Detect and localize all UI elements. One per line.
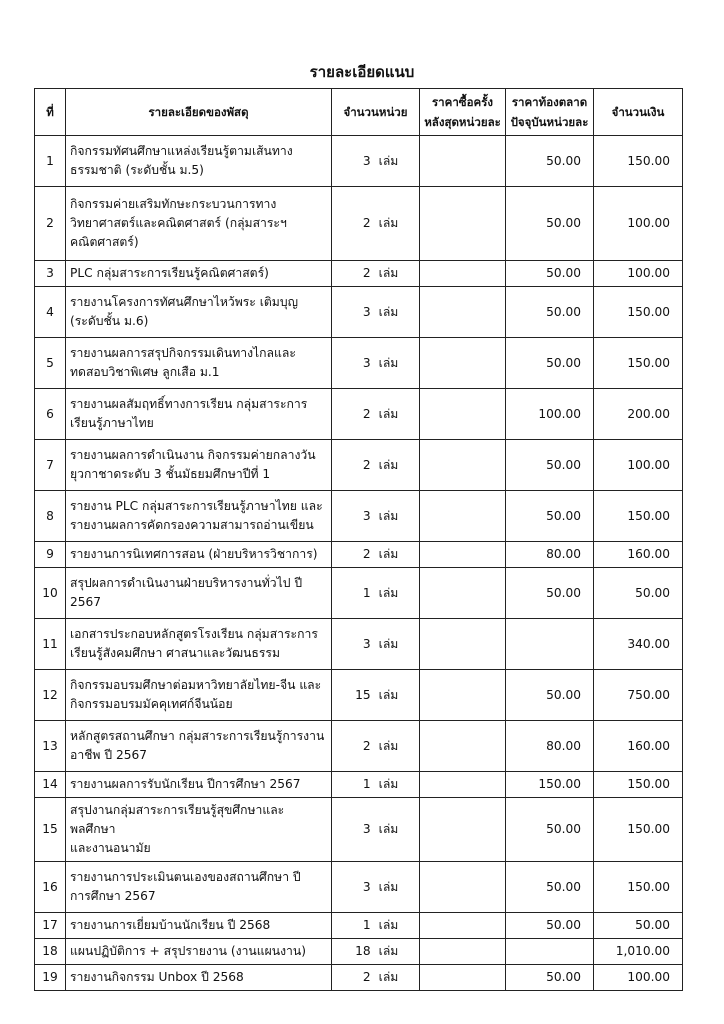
row-last-price (420, 287, 506, 338)
description-line: การศึกษา 2567 (70, 889, 156, 903)
row-quantity (332, 287, 420, 338)
description-line: รายงานผลสัมฤทธิ์ทางการเรียน กลุ่มสาระการ (70, 397, 308, 411)
description-line: คณิตศาสตร์) (70, 235, 139, 249)
row-description (66, 965, 332, 991)
quantity-value: 2 (362, 738, 371, 753)
row-market-price: 150.00 (506, 772, 594, 798)
description-line: กิจกรรมทัศนศึกษาแหล่งเรียนรู้ตามเส้นทาง (70, 144, 293, 158)
quantity-unit: เล่ม (378, 406, 399, 421)
row-description (66, 670, 332, 721)
row-market-price: 50.00 (506, 862, 594, 913)
description-line: รายงานการประเมินตนเองของสถานศึกษา ปี (70, 870, 301, 884)
row-market-price: 50.00 (506, 965, 594, 991)
row-last-price (420, 721, 506, 772)
row-number: 2 (35, 187, 66, 261)
row-amount: 100.00 (594, 965, 683, 991)
row-description (66, 136, 332, 187)
description-line: รายงาน PLC กลุ่มสาระการเรียนรู้ภาษาไทย และ (70, 499, 323, 513)
row-last-price (420, 338, 506, 389)
row-last-price (420, 261, 506, 287)
quantity-unit: เล่ม (378, 304, 399, 319)
row-amount: 200.00 (594, 389, 683, 440)
row-market-price: 50.00 (506, 913, 594, 939)
row-quantity (332, 670, 420, 721)
row-amount: 50.00 (594, 568, 683, 619)
header-market-price-line1: ราคาท้องตลาด (511, 95, 588, 109)
row-quantity (332, 862, 420, 913)
row-description (66, 619, 332, 670)
row-quantity (332, 798, 420, 862)
quantity-unit: เล่ม (378, 216, 399, 230)
header-last-price-line2: หลังสุดหน่วยละ (424, 115, 501, 129)
row-number: 9 (35, 542, 66, 568)
details-table (34, 88, 683, 991)
row-number: 12 (35, 670, 66, 721)
row-number: 3 (35, 261, 66, 287)
row-description (66, 862, 332, 913)
row-quantity (332, 491, 420, 542)
row-amount: 160.00 (594, 542, 683, 568)
description-line: รายงานกิจกรรม Unbox ปี 2568 (70, 970, 244, 984)
row-market-price: 50.00 (506, 440, 594, 491)
description-line: ธรรมชาติ (ระดับชั้น ม.5) (70, 163, 204, 177)
row-quantity (332, 772, 420, 798)
row-market-price: 80.00 (506, 721, 594, 772)
description-line: ทดสอบวิชาพิเศษ ลูกเสือ ม.1 (70, 365, 220, 379)
row-market-price: 80.00 (506, 542, 594, 568)
table-row (35, 491, 683, 542)
row-last-price (420, 389, 506, 440)
row-number: 16 (35, 862, 66, 913)
quantity-value: 1 (362, 777, 371, 791)
row-number: 11 (35, 619, 66, 670)
quantity-value: 3 (362, 879, 371, 894)
row-amount: 1,010.00 (594, 939, 683, 965)
row-quantity (332, 619, 420, 670)
row-amount: 100.00 (594, 440, 683, 491)
table-row (35, 862, 683, 913)
header-market-price-line2: ปัจจุบันหน่วยละ (510, 115, 589, 129)
table-row (35, 670, 683, 721)
quantity-unit: เล่ม (378, 355, 399, 370)
row-amount: 150.00 (594, 491, 683, 542)
table-row (35, 261, 683, 287)
quantity-unit: เล่ม (378, 266, 399, 280)
quantity-value: 3 (362, 153, 371, 168)
row-description (66, 568, 332, 619)
header-market-price (506, 89, 594, 136)
description-line: รายงานผลการคัดกรองความสามารถอ่านเขียน (70, 518, 314, 532)
header-quantity: จำนวนหน่วย (332, 89, 420, 136)
row-market-price: 50.00 (506, 568, 594, 619)
description-line: สรุปงานกลุ่มสาระการเรียนรู้สุขศึกษาและพลศึกษา (70, 803, 285, 836)
row-number: 19 (35, 965, 66, 991)
table-row (35, 338, 683, 389)
row-description (66, 772, 332, 798)
row-quantity (332, 965, 420, 991)
row-last-price (420, 798, 506, 862)
row-last-price (420, 913, 506, 939)
description-line: แผนปฏิบัติการ + สรุปรายงาน (งานแผนงาน) (70, 944, 306, 958)
row-market-price: 100.00 (506, 389, 594, 440)
row-last-price (420, 440, 506, 491)
quantity-unit: เล่ม (378, 970, 399, 984)
quantity-unit: เล่ม (378, 457, 399, 472)
page-title: รายละเอียดแนบ (309, 63, 415, 81)
row-quantity (332, 913, 420, 939)
row-number: 1 (35, 136, 66, 187)
description-line: รายงานการเยี่ยมบ้านนักเรียน ปี 2568 (70, 918, 271, 932)
row-market-price: 50.00 (506, 338, 594, 389)
quantity-unit: เล่ม (378, 944, 399, 958)
quantity-value: 2 (362, 266, 371, 280)
quantity-value: 1 (362, 585, 371, 600)
description-line: วิทยาศาสตร์และคณิตศาสตร์ (กลุ่มสาระฯ (70, 216, 287, 230)
row-market-price: 50.00 (506, 670, 594, 721)
table-row (35, 568, 683, 619)
table-row (35, 913, 683, 939)
description-line: เอกสารประกอบหลักสูตรโรงเรียน กลุ่มสาระการ (70, 627, 318, 641)
row-number: 8 (35, 491, 66, 542)
quantity-value: 3 (362, 636, 371, 651)
quantity-unit: เล่ม (378, 879, 399, 894)
row-quantity (332, 261, 420, 287)
quantity-unit: เล่ม (378, 777, 399, 791)
row-description (66, 389, 332, 440)
row-quantity (332, 568, 420, 619)
row-last-price (420, 568, 506, 619)
table-row (35, 619, 683, 670)
row-market-price: 50.00 (506, 136, 594, 187)
quantity-value: 18 (355, 944, 371, 958)
row-amount: 100.00 (594, 261, 683, 287)
row-market-price: 50.00 (506, 187, 594, 261)
header-no: ที่ (35, 89, 66, 136)
quantity-value: 2 (362, 406, 371, 421)
table-row (35, 287, 683, 338)
description-line: หลักสูตรสถานศึกษา กลุ่มสาระการเรียนรู้การงาน (70, 729, 325, 743)
quantity-value: 2 (362, 216, 371, 230)
description-line: PLC กลุ่มสาระการเรียนรู้คณิตศาสตร์) (70, 266, 269, 280)
description-line: ยุวกาชาดระดับ 3 ชั้นมัธยมศึกษาปีที่ 1 (70, 467, 271, 481)
row-amount: 150.00 (594, 287, 683, 338)
row-amount: 150.00 (594, 862, 683, 913)
row-number: 4 (35, 287, 66, 338)
quantity-value: 3 (362, 355, 371, 370)
row-number: 13 (35, 721, 66, 772)
row-market-price: 50.00 (506, 491, 594, 542)
row-amount: 750.00 (594, 670, 683, 721)
quantity-unit: เล่ม (378, 547, 399, 561)
row-description (66, 798, 332, 862)
quantity-value: 3 (362, 508, 371, 523)
row-quantity (332, 721, 420, 772)
row-amount: 150.00 (594, 338, 683, 389)
quantity-value: 15 (355, 687, 371, 702)
quantity-unit: เล่ม (378, 585, 399, 600)
description-line: รายงานผลการรับนักเรียน ปีการศึกษา 2567 (70, 777, 301, 791)
row-description (66, 491, 332, 542)
header-description: รายละเอียดของพัสดุ (66, 89, 332, 136)
row-quantity (332, 939, 420, 965)
row-quantity (332, 542, 420, 568)
row-last-price (420, 542, 506, 568)
description-line: เรียนรู้สังคมศึกษา ศาสนาและวัฒนธรรม (70, 646, 280, 660)
quantity-value: 1 (362, 918, 371, 932)
row-description (66, 440, 332, 491)
row-market-price: 50.00 (506, 261, 594, 287)
row-amount: 150.00 (594, 798, 683, 862)
row-number: 14 (35, 772, 66, 798)
row-description (66, 261, 332, 287)
row-market-price (506, 619, 594, 670)
row-description (66, 287, 332, 338)
description-line: (ระดับชั้น ม.6) (70, 314, 149, 328)
row-market-price: 50.00 (506, 798, 594, 862)
row-last-price (420, 491, 506, 542)
quantity-unit: เล่ม (378, 636, 399, 651)
quantity-value: 2 (362, 970, 371, 984)
row-amount: 100.00 (594, 187, 683, 261)
row-number: 17 (35, 913, 66, 939)
row-last-price (420, 136, 506, 187)
description-line: รายงานผลการดำเนินงาน กิจกรรมค่ายกลางวัน (70, 448, 316, 462)
row-quantity (332, 440, 420, 491)
quantity-unit: เล่ม (378, 822, 399, 836)
row-amount: 340.00 (594, 619, 683, 670)
row-description (66, 939, 332, 965)
table-row (35, 440, 683, 491)
row-last-price (420, 619, 506, 670)
description-line: และงานอนามัย (70, 841, 151, 855)
row-quantity (332, 136, 420, 187)
quantity-unit: เล่ม (378, 918, 399, 932)
row-description (66, 913, 332, 939)
row-number: 6 (35, 389, 66, 440)
quantity-value: 3 (362, 304, 371, 319)
description-line: กิจกรรมค่ายเสริมทักษะกระบวนการทาง (70, 197, 277, 211)
row-quantity (332, 389, 420, 440)
row-number: 5 (35, 338, 66, 389)
row-amount: 160.00 (594, 721, 683, 772)
row-last-price (420, 670, 506, 721)
table-row (35, 542, 683, 568)
header-last-price-line1: ราคาซื้อครั้ง (432, 95, 493, 109)
row-number: 10 (35, 568, 66, 619)
row-number: 7 (35, 440, 66, 491)
table-row (35, 136, 683, 187)
row-description (66, 338, 332, 389)
row-amount: 50.00 (594, 913, 683, 939)
table-row (35, 772, 683, 798)
row-last-price (420, 862, 506, 913)
description-line: สรุปผลการดำเนินงานฝ่ายบริหารงานทั่วไป ปี (70, 576, 303, 590)
table-row (35, 721, 683, 772)
row-quantity (332, 187, 420, 261)
description-line: กิจกรรมอบรมศึกษาต่อมหาวิทยาลัยไทย-จีน และ (70, 678, 322, 692)
row-number: 15 (35, 798, 66, 862)
row-description (66, 542, 332, 568)
row-last-price (420, 939, 506, 965)
row-market-price: 50.00 (506, 287, 594, 338)
row-last-price (420, 187, 506, 261)
description-line: อาชีพ ปี 2567 (70, 748, 147, 762)
quantity-unit: เล่ม (378, 738, 399, 753)
table-row (35, 187, 683, 261)
row-amount: 150.00 (594, 136, 683, 187)
description-line: 2567 (70, 595, 102, 609)
row-last-price (420, 772, 506, 798)
quantity-value: 2 (362, 457, 371, 472)
header-row (35, 89, 683, 136)
table-row (35, 389, 683, 440)
row-number: 18 (35, 939, 66, 965)
row-description (66, 187, 332, 261)
row-last-price (420, 965, 506, 991)
header-amount: จำนวนเงิน (594, 89, 683, 136)
table-row (35, 939, 683, 965)
description-line: เรียนรู้ภาษาไทย (70, 416, 154, 430)
quantity-unit: เล่ม (378, 687, 399, 702)
description-line: รายงานผลการสรุปกิจกรรมเดินทางไกลและ (70, 346, 296, 360)
description-line: รายงานโครงการทัศนศึกษาไหว้พระ เติมบุญ (70, 295, 298, 309)
description-line: รายงานการนิเทศการสอน (ฝ่ายบริหารวิชาการ) (70, 547, 318, 561)
quantity-unit: เล่ม (378, 508, 399, 523)
quantity-unit: เล่ม (378, 153, 399, 168)
row-amount: 150.00 (594, 772, 683, 798)
quantity-value: 3 (362, 822, 371, 836)
quantity-value: 2 (362, 547, 371, 561)
description-line: กิจกรรมอบรมมัคคุเทศก์จีนน้อย (70, 697, 233, 711)
table-row (35, 798, 683, 862)
table-row (35, 965, 683, 991)
row-market-price (506, 939, 594, 965)
row-quantity (332, 338, 420, 389)
table-body (35, 136, 683, 991)
header-last-price (420, 89, 506, 136)
row-description (66, 721, 332, 772)
